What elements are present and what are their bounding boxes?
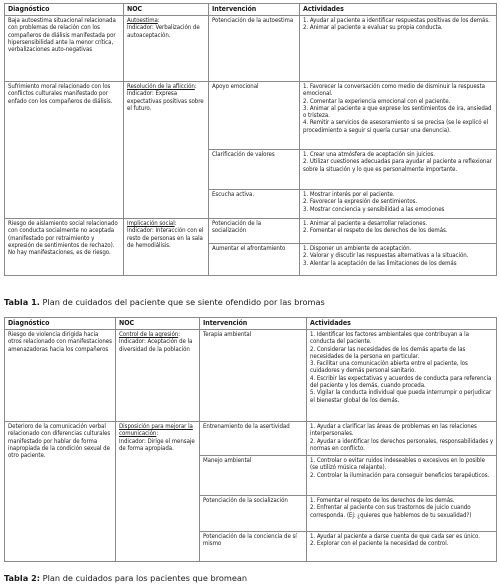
noc-cell: Resolución de la aflicción: Indicador: Expresa expectativas positivas sobre el futuro. bbox=[124, 82, 209, 219]
noc-cell: Implicación social: Indicador: Interacción con el resto de personas en la sala de hemodiálisis. bbox=[124, 219, 209, 276]
table-row bbox=[5, 219, 497, 244]
table-row bbox=[5, 422, 497, 456]
diagnosis-cell: Deterioro de la comunicación verbal relacionado con diferencias culturales manifestado por hablar de forma inapropiada de la condición sexual de otro paciente. bbox=[5, 422, 116, 562]
noc-indicator: Indicador: Aceptación de la diversidad de la población bbox=[119, 338, 193, 353]
noc-indicator: Indicador: Dirige el mensaje de forma apropiada. bbox=[119, 437, 195, 452]
diagnosis-cell: Riesgo de aislamiento social relacionado con conducta socialmente no aceptada (manifestado por retraimiento y expresión de sentimientos de rechazo). No hay manifestaciones, es de riesgo. bbox=[5, 219, 124, 276]
caption-label: Tabla 1. bbox=[4, 297, 40, 307]
activities-cell: 1. Ayudar al paciente a identificar respuestas positivas de los demás. 2. Animar al paciente a evaluar su propia conducta. bbox=[300, 16, 497, 82]
care-plan-table-1 bbox=[4, 3, 497, 276]
intervention-cell: Potenciación de la conciencia de sí mismo bbox=[200, 532, 307, 562]
header-actividades: Actividades bbox=[300, 4, 497, 16]
table-row bbox=[5, 330, 497, 422]
caption-text: Plan de cuidados para los pacientes que bromean bbox=[40, 573, 248, 583]
noc-title: Control de la agresión bbox=[119, 331, 179, 338]
table-header-row bbox=[5, 4, 497, 16]
activities-cell: 1. Favorecer la conversación como medio de disminuir la respuesta emocional. 2. Comentar la experiencia emocional con el paciente. 3. Animar al paciente a que exprese los sentimientos de ira, ansiedad o tristeza. 4. Remitir a servicios de asesoramiento si se precisa (se le explicó el procedimiento a seguir si quería cursar una denuncia). bbox=[300, 82, 497, 150]
header-noc: NOC bbox=[116, 318, 200, 330]
intervention-cell: Potenciación de la socialización bbox=[209, 219, 300, 244]
activities-cell: 1. Mostrar interés por el paciente. 2. Favorecer la expresión de sentimientos. 3. Mostrar conciencia y sensibilidad a las emociones bbox=[300, 190, 497, 219]
activities-cell: 1. Identificar los factores ambientales que contribuyan a la conducta del paciente. 2. Considerar las necesidades de los demás aparte de las necesidades de la persona en particular. 3. Facilitar una comunicación abierta entre el paciente, los cuidadores y demás personal sanitario. 4. Escribir las expectativas y acuerdos de conducta para referencia del paciente y los demás, cuando proceda. 5. Vigilar la conducta individual que pueda interrumpir o perjudicar el bienestar global de los demás. bbox=[307, 330, 497, 422]
activities-cell: 1. Disponer un ambiente de aceptación. 2. Valorar y discutir las respuestas alternativas a la situación. 3. Alentar la aceptación de las limitaciones de los demás bbox=[300, 244, 497, 276]
care-plan-table-2 bbox=[4, 317, 497, 562]
intervention-cell: Potenciación de la autoestima bbox=[209, 16, 300, 82]
intervention-cell: Entrenamiento de la asertividad bbox=[200, 422, 307, 456]
caption-label: Tabla 2: bbox=[4, 573, 41, 583]
header-diagnostico: Diagnóstico bbox=[5, 318, 116, 330]
table-row bbox=[5, 82, 497, 150]
diagnosis-cell: Baja autoestima situacional relacionada con problemas de relación con los compañeros de diálisis manifestada por hipersensibilidad ante la menor crítica, verbalizaciones auto-negativas bbox=[5, 16, 124, 82]
table-1-caption bbox=[4, 297, 325, 307]
header-noc: NOC bbox=[124, 4, 209, 16]
intervention-cell: Aumentar el afrontamiento bbox=[209, 244, 300, 276]
noc-cell: Autoestima: Indicador: Verbalización de autoaceptación. bbox=[124, 16, 209, 82]
table-header-row bbox=[5, 318, 497, 330]
activities-cell: 1. Animar al paciente a desarrollar relaciones. 2. Fomentar el respeto de los derechos de los demás. bbox=[300, 219, 497, 244]
noc-cell: Disposición para mejorar la comunicación: Indicador: Dirige el mensaje de forma apropiada. bbox=[116, 422, 200, 562]
diagnosis-cell: Riesgo de violencia dirigida hacia otros relacionado con manifestaciones amenazadoras hacia los compañeros bbox=[5, 330, 116, 422]
noc-indicator: Indicador: Verbalización de autoaceptación. bbox=[127, 24, 200, 39]
noc-cell: Control de la agresión: Indicador: Aceptación de la diversidad de la población bbox=[116, 330, 200, 422]
intervention-cell: Manejo ambiental bbox=[200, 456, 307, 496]
intervention-cell: Apoyo emocional bbox=[209, 82, 300, 150]
noc-indicator: Indicador: Expresa expectativas positivas sobre el futuro. bbox=[127, 90, 204, 112]
intervention-cell: Potenciación de la socialización bbox=[200, 496, 307, 532]
intervention-cell: Escucha activa. bbox=[209, 190, 300, 219]
header-intervencion: Intervención bbox=[200, 318, 307, 330]
noc-indicator: Indicador: Interacción con el resto de personas en la sala de hemodiálisis. bbox=[127, 227, 204, 249]
header-actividades: Actividades bbox=[307, 318, 497, 330]
activities-cell: 1. Ayudar al paciente a darse cuenta de que cada ser es único. 2. Explorar con el paciente la necesidad de control. bbox=[307, 532, 497, 562]
caption-text: Plan de cuidados del paciente que se siente ofendido por las bromas bbox=[39, 297, 325, 307]
noc-title: Autoestima bbox=[127, 17, 158, 24]
noc-title: Disposición para mejorar la comunicación bbox=[119, 423, 193, 438]
table-2-caption bbox=[4, 573, 247, 583]
noc-title: Implicación social bbox=[127, 220, 175, 227]
diagnosis-cell: Sufrimiento moral relacionado con los conflictos culturales manifestado por enfado con los compañeros de diálisis. bbox=[5, 82, 124, 219]
activities-cell: 1. Fomentar el respeto de los derechos de los demás. 2. Enfrentar al paciente con sus trastornos de juicio cuando corresponda. (Ej: ¿quieres que hablemos de tu sexualidad?) bbox=[307, 496, 497, 532]
intervention-cell: Terapia ambiental bbox=[200, 330, 307, 422]
table-row bbox=[5, 16, 497, 82]
header-intervencion: Intervención bbox=[209, 4, 300, 16]
activities-cell: 1. Crear una atmósfera de aceptación sin juicios. 2. Utilizar cuestiones adecuadas para ayudar al paciente a reflexionar sobre la situación y lo que es personalmente importante. bbox=[300, 150, 497, 190]
activities-cell: 1. Ayudar a clarificar las áreas de problemas en las relaciones interpersonales. 2. Ayudar a identificar los derechos personales, responsabilidades y normas en conflicto. bbox=[307, 422, 497, 456]
intervention-cell: Clarificación de valores bbox=[209, 150, 300, 190]
noc-title: Resolución de la aflicción bbox=[127, 83, 195, 90]
header-diagnostico: Diagnóstico bbox=[5, 4, 124, 16]
activities-cell: 1. Controlar o evitar ruidos indeseables o excesivos en lo posible (se utilizó música relajante). 2. Controlar la iluminación para conseguir beneficios terapéuticos. bbox=[307, 456, 497, 496]
